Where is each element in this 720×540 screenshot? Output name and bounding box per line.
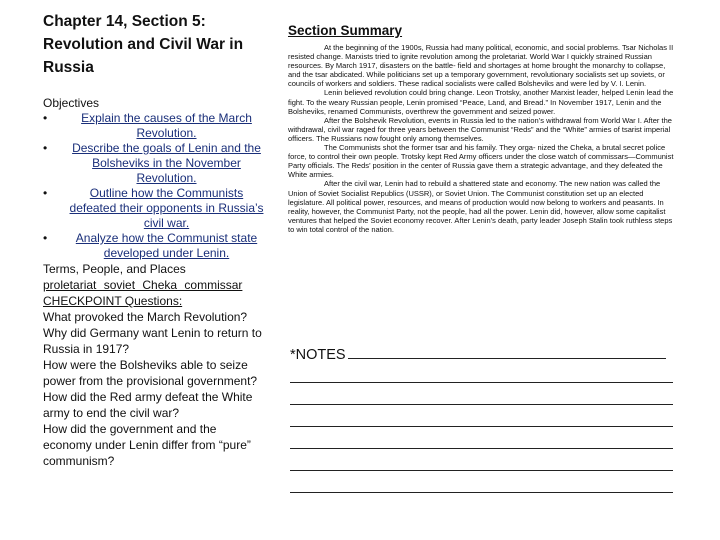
title-line-2: Revolution and Civil War in bbox=[43, 36, 244, 53]
summary-paragraph: After the Bolshevik Revolution, events in Russia led to the nation’s withdrawal from World War I. After the withdrawal, civil war raged for three years between the Communist “Reds” and the “White” armies of tsarist imperial officers. The Russians now fought only among themselves. bbox=[288, 115, 672, 143]
notes-line[interactable] bbox=[348, 346, 666, 359]
title-line-3: Russia bbox=[43, 59, 94, 76]
checkpoint-question: How did the Red army defeat the White army to end the civil war? bbox=[43, 390, 253, 420]
bullet: • bbox=[43, 231, 48, 245]
objective-link[interactable]: Analyze how the Communist state developed under Lenin. bbox=[75, 231, 258, 260]
checkpoint-question: How were the Bolsheviks able to seize power from the provisional government? bbox=[43, 358, 258, 388]
notes-label: *NOTES bbox=[290, 347, 346, 363]
bullet: • bbox=[43, 186, 48, 200]
notes-line[interactable] bbox=[290, 492, 673, 493]
notes-line[interactable] bbox=[290, 448, 673, 449]
notes-section bbox=[290, 345, 672, 365]
summary-paragraph: The Communists shot the former tsar and his family. They orga- nized the Cheka, a brutal secret police force, to control their own people. Trotsky kept Red Army officers under the close watch of commissars—Communist Party officials. The Reds’ position in the center of Russia gave them a strategic advantage, and they defeated the White armies. bbox=[288, 143, 674, 180]
summary-paragraph: After the civil war, Lenin had to rebuild a shattered state and economy. The new nation was called the Union of Soviet Socialist Republics (USSR), or Soviet Union. The Communist constitution set up an elected legislature. All political power, resources, and means of production would now belong to workers and peasants. In reality, however, the Communist Party, not the people, had all the power. Lenin did, however, allow some capitalist ventures that helped the Soviet economy recover. After Lenin’s death, party leader Joseph Stalin took ruthless steps to win total control of the nation. bbox=[288, 179, 673, 234]
notes-line[interactable] bbox=[290, 426, 673, 427]
objective-item bbox=[43, 186, 268, 231]
objective-item bbox=[43, 231, 268, 261]
page-title bbox=[43, 10, 268, 79]
summary-body bbox=[288, 43, 676, 234]
notes-line[interactable] bbox=[290, 382, 673, 383]
summary-heading: Section Summary bbox=[288, 23, 403, 38]
bullet: • bbox=[43, 111, 48, 125]
checkpoint-heading: CHECKPOINT Questions: bbox=[43, 294, 183, 308]
terms-heading: Terms, People, and Places bbox=[43, 262, 186, 276]
objective-item bbox=[43, 111, 268, 141]
objective-link[interactable]: Describe the goals of Lenin and the Bolsheviks in the November Revolution. bbox=[72, 141, 261, 185]
objective-link[interactable]: Outline how the Communists defeated their opponents in Russia’s civil war. bbox=[69, 186, 264, 230]
objective-link[interactable]: Explain the causes of the March Revolution. bbox=[81, 111, 252, 140]
bullet: • bbox=[43, 141, 48, 155]
objectives-heading: Objectives bbox=[43, 96, 100, 110]
notes-line[interactable] bbox=[290, 470, 673, 471]
summary-paragraph: Lenin believed revolution could bring change. Leon Trotsky, another Marxist leader, helped Lenin lead the fight. To the weary Russian people, Lenin promised “Peace, Land, and Bread.” In November 1917, Lenin and the Bolsheviks, renamed Communists, overthrew the government and seized power. bbox=[288, 88, 674, 116]
checkpoint-question: How did the government and the economy under Lenin differ from “pure” communism? bbox=[43, 422, 251, 468]
terms-list: proletariat soviet Cheka commissar bbox=[43, 278, 243, 292]
notes-line[interactable] bbox=[290, 404, 673, 405]
left-column bbox=[43, 10, 268, 469]
objective-item bbox=[43, 141, 268, 186]
checkpoint-question: What provoked the March Revolution? Why did Germany want Lenin to return to Russia in 1917? bbox=[43, 310, 262, 356]
summary-paragraph: At the beginning of the 1900s, Russia had many political, economic, and social problems. Tsar Nicholas II resisted change. Marxists tried to ignite revolution among the proletariat. World War I quickly strained Russian resources. By March 1917, disasters on the battle- field and shortages at home brought the monarchy to collapse, and the tsar abdicated. While politicians set up a temporary government, revolutionary socialists set up soviets, or councils of workers and soldiers. These radical socialists were called Bolsheviks and were led by V. I. Lenin. bbox=[288, 43, 674, 89]
title-line-1: Chapter 14, Section 5: bbox=[43, 13, 206, 30]
